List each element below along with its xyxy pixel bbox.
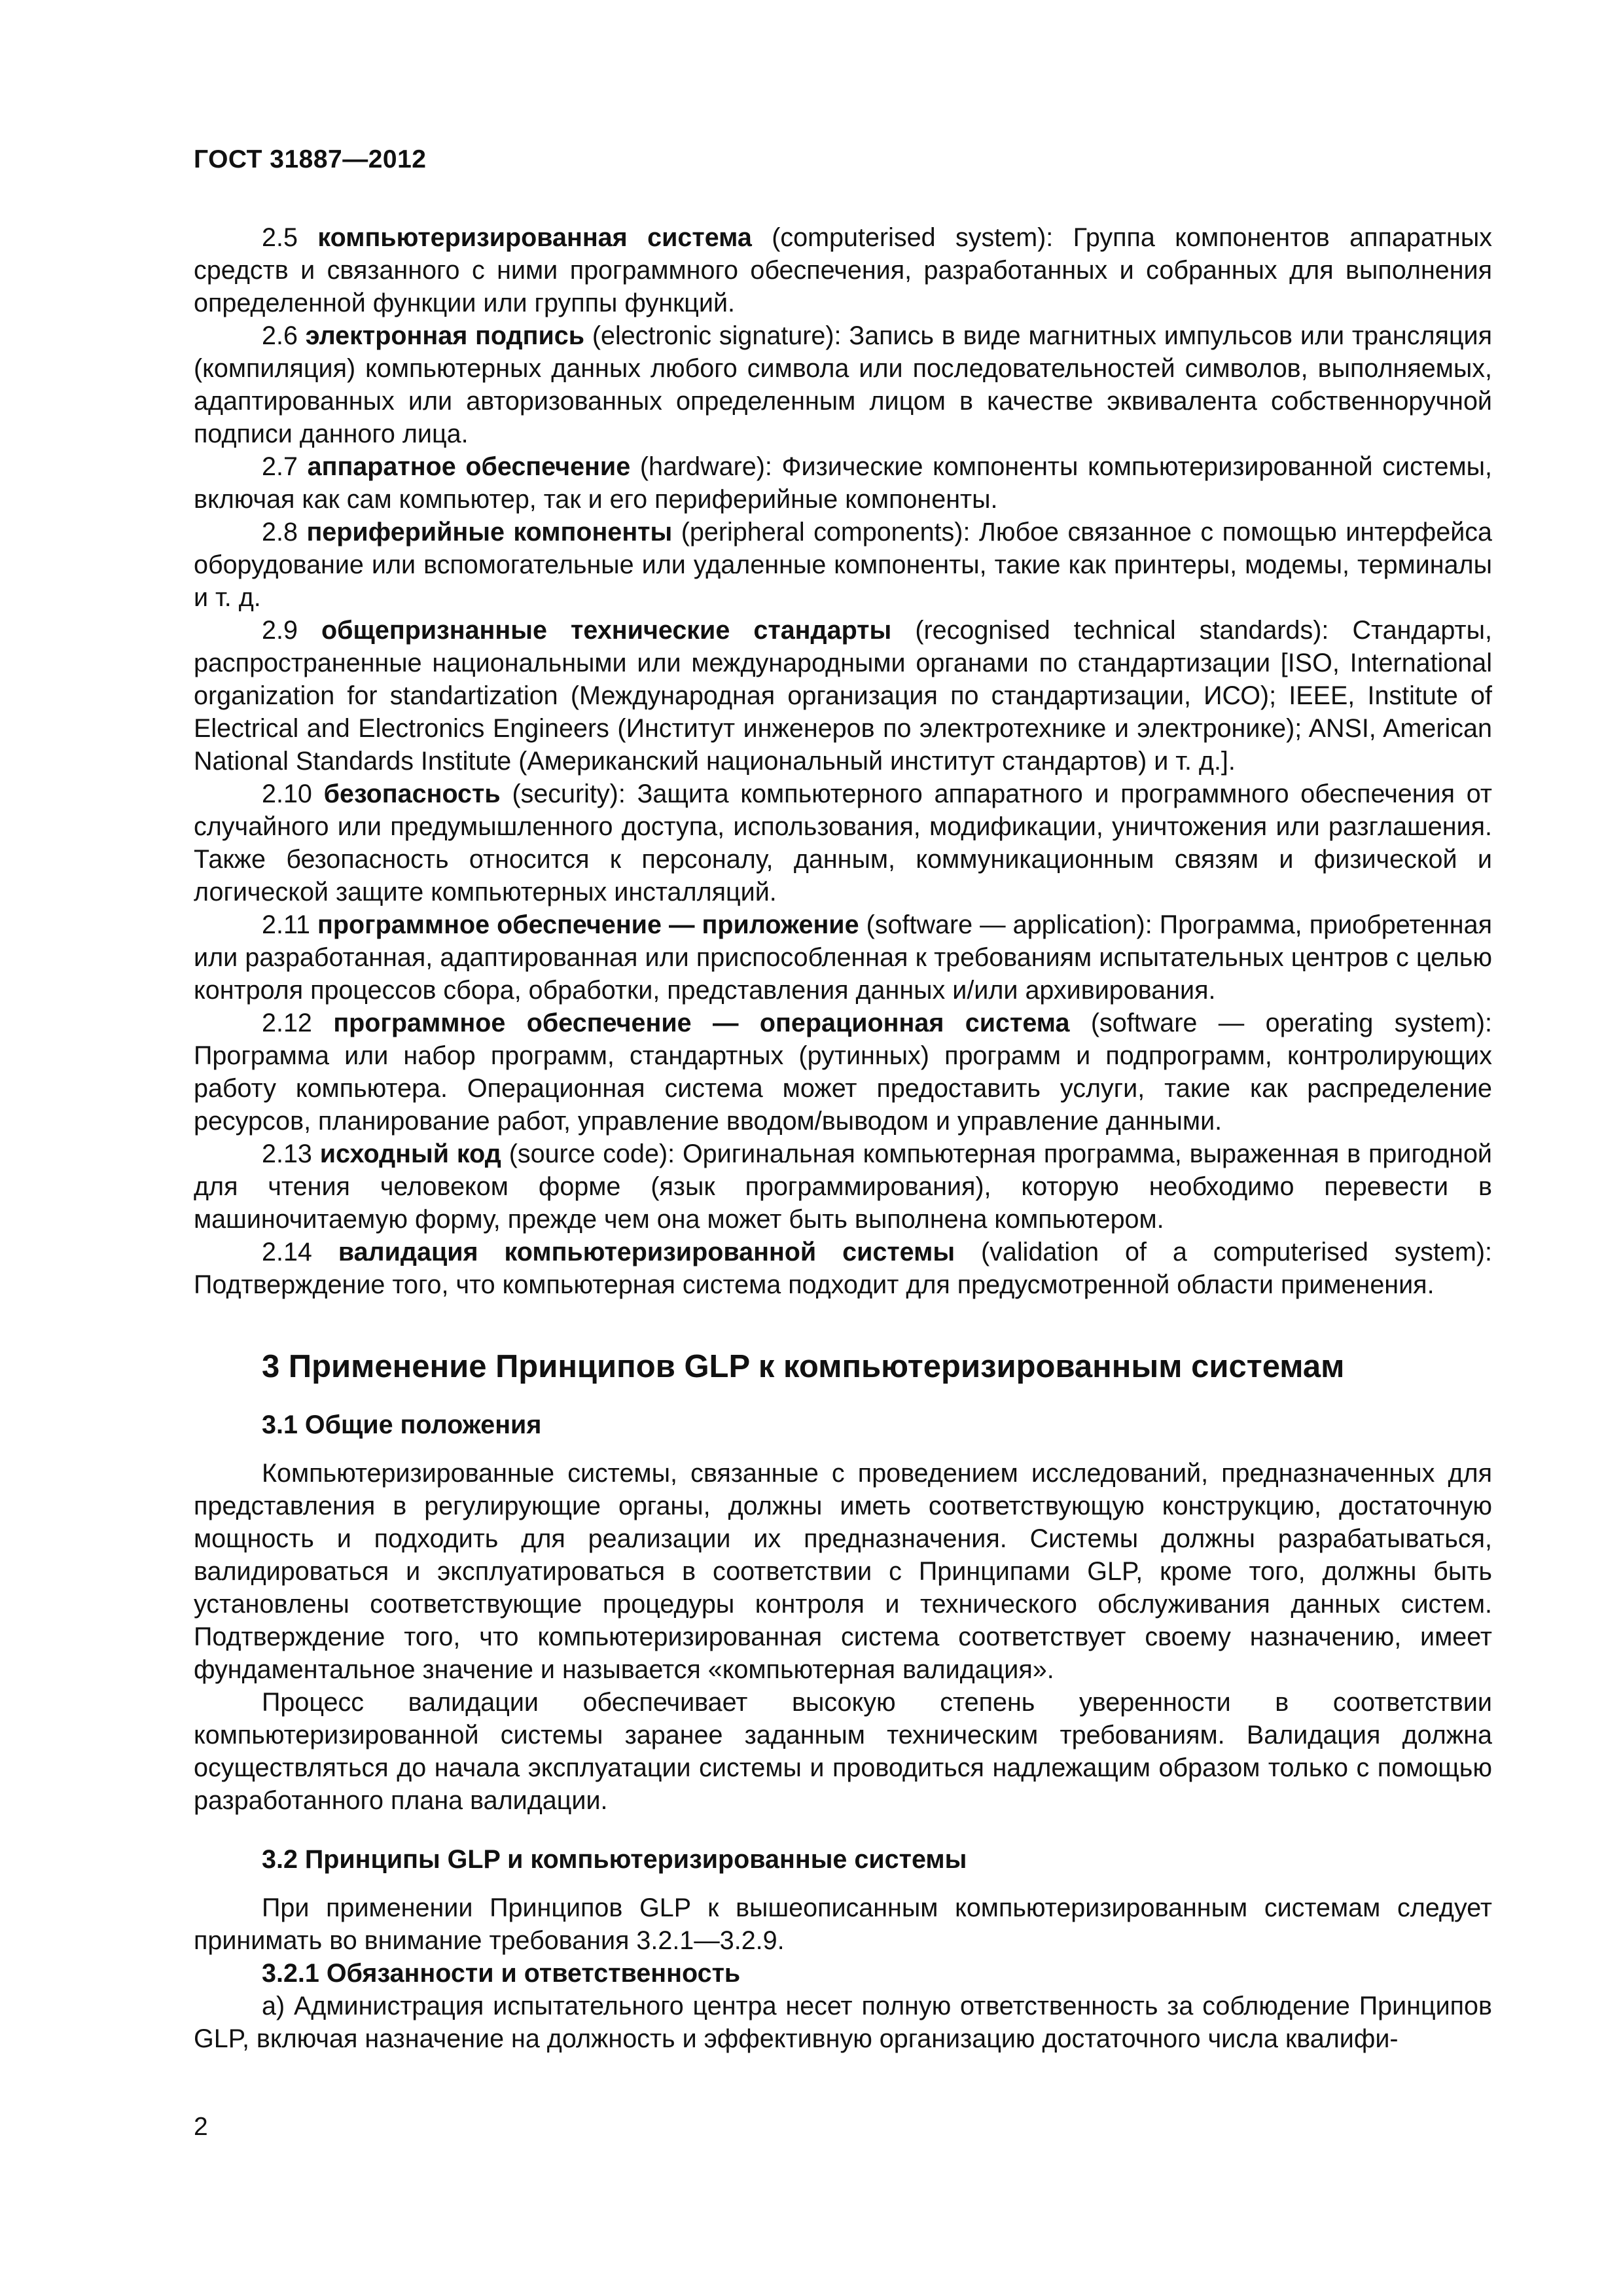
definition-term: безопасность <box>323 780 501 808</box>
document-body <box>194 221 1492 2055</box>
definition-term: электронная подпись <box>305 321 584 350</box>
paragraph-3-1-a: Компьютеризированные системы, связанные с проведением исследований, предназначенных для представления в регулирующие органы, должны иметь соответствующую конструкцию, достаточную мощность и подходить для реализации их предназначения. Системы должны разрабатываться, валидироваться и эксплуатироваться в соответствии с Принципами GLP, кроме того, должны быть установлены соответствующие процедуры контроля и технического обслуживания данных систем. Подтверждение того, что компьютеризированная система соответствует своему назначению, имеет фундаментальное значение и называется «компьютерная валидация». <box>194 1459 1492 1684</box>
definition-term: программное обеспечение — операционная система <box>333 1009 1070 1037</box>
definition-2-12 <box>194 1007 1492 1138</box>
definition-term: общепризнанные технические стандарты <box>321 616 892 645</box>
definition-text: (software — application): Программа, приобретенная или разработанная, адаптированная или приспособленная к требованиям испытательных центров с целью контроля процессов сбора, обработки, представления данных и/или архивирования. <box>194 910 1492 1005</box>
section-3-title: 3 Применение Принципов GLP к компьютеризированным системам <box>262 1349 1345 1384</box>
definition-number: 2.13 <box>262 1139 312 1168</box>
definition-2-7 <box>194 450 1492 516</box>
definition-2-13 <box>194 1138 1492 1236</box>
definition-2-11 <box>194 908 1492 1007</box>
definition-number: 2.11 <box>262 910 310 939</box>
definition-number: 2.6 <box>262 321 298 350</box>
definition-text: (software — operating system): Программа или набор программ, стандартных (рутинных) программ и подпрограмм, контролирующих работу компьютера. Операционная система может предоставить услуги, такие как распределение ресурсов, планирование работ, управление вводом/выводом и управление данными. <box>194 1009 1492 1136</box>
definition-2-8 <box>194 516 1492 614</box>
definition-text: (hardware): Физические компоненты компьютеризированной системы, включая как сам компьютер, так и его периферийные компоненты. <box>194 452 1492 514</box>
definition-text: (peripheral components): Любое связанное с помощью интерфейса оборудование или вспомогательные или удаленные компоненты, такие как принтеры, модемы, терминалы и т. д. <box>194 518 1492 612</box>
definition-term: программное обеспечение — приложение <box>317 910 859 939</box>
definition-number: 2.10 <box>262 780 312 808</box>
definition-text: (security): Защита компьютерного аппаратного и программного обеспечения от случайного или предумышленного доступа, использования, модификации, уничтожения или разглашения. Также безопасность относится к персоналу, данным, коммуникационным связям и физической и логической защите компьютерных инсталляций. <box>194 780 1492 906</box>
definition-2-14 <box>194 1236 1492 1301</box>
definition-text: (validation of a computerised system): Подтверждение того, что компьютерная система подходит для предусмотренной области применения. <box>194 1238 1492 1299</box>
subsection-3-2-1-title: 3.2.1 Обязанности и ответственность <box>262 1959 741 1988</box>
definition-text: (recognised technical standards): Стандарты, распространенные национальными или международными органами по стандартизации [ISO, International organization for standartization (Международная организация по стандартизации, ИСО); IEEE, Institute of Electrical and Electronics Engineers (Институт инженеров по электротехнике и электронике); ANSI, American National Standards Institute (Американский национальный институт стандартов) и т. д.]. <box>194 616 1492 776</box>
definition-text: (electronic signature): Запись в виде магнитных импульсов или трансляция (компиляция) компьютерных данных любого символа или последовательностей символов, выполняемых, адаптированных или авторизованных определенным лицом в качестве эквивалента собственноручной подписи данного лица. <box>194 321 1492 448</box>
definition-number: 2.8 <box>262 518 298 547</box>
definition-number: 2.9 <box>262 616 298 645</box>
definition-text: (source code): Оригинальная компьютерная программа, выраженная в пригодной для чтения человеком форме (язык программирования), которую необходимо перевести в машиночитаемую форму, прежде чем она может быть выполнена компьютером. <box>194 1139 1492 1234</box>
paragraph-3-2-1-a: а) Администрация испытательного центра несет полную ответственность за соблюдение Принципов GLP, включая назначение на должность и эффективную организацию достаточного числа квалифи- <box>194 1992 1492 2053</box>
definition-2-6 <box>194 319 1492 450</box>
subsection-3-1-title: 3.1 Общие положения <box>262 1410 542 1439</box>
definition-term: аппаратное обеспечение <box>307 452 631 481</box>
subsection-3-2-title: 3.2 Принципы GLP и компьютеризированные системы <box>262 1845 967 1874</box>
definition-term: валидация компьютеризированной системы <box>338 1238 955 1266</box>
definition-number: 2.14 <box>262 1238 312 1266</box>
definition-term: исходный код <box>319 1139 501 1168</box>
definition-number: 2.12 <box>262 1009 312 1037</box>
page-number: 2 <box>194 2113 208 2141</box>
standard-code-header: ГОСТ 31887—2012 <box>194 145 427 173</box>
paragraph-3-2-intro: При применении Принципов GLP к вышеописанным компьютеризированным системам следует принимать во внимание требования 3.2.1—3.2.9. <box>194 1893 1492 1955</box>
definition-2-5 <box>194 221 1492 319</box>
definition-term: компьютеризированная система <box>317 223 752 252</box>
definition-term: периферийные компоненты <box>306 518 673 547</box>
definition-2-10 <box>194 778 1492 908</box>
definition-2-9 <box>194 614 1492 778</box>
paragraph-3-1-b: Процесс валидации обеспечивает высокую степень уверенности в соответствии компьютеризированной системы заранее заданным техническим требованиям. Валидация должна осуществляться до начала эксплуатации системы и проводиться надлежащим образом только с помощью разработанного плана валидации. <box>194 1688 1492 1815</box>
definition-text: (computerised system): Группа компонентов аппаратных средств и связанного с ними программного обеспечения, разработанных и собранных для выполнения определенной функции или группы функций. <box>194 223 1492 317</box>
definition-number: 2.7 <box>262 452 298 481</box>
definition-number: 2.5 <box>262 223 298 252</box>
